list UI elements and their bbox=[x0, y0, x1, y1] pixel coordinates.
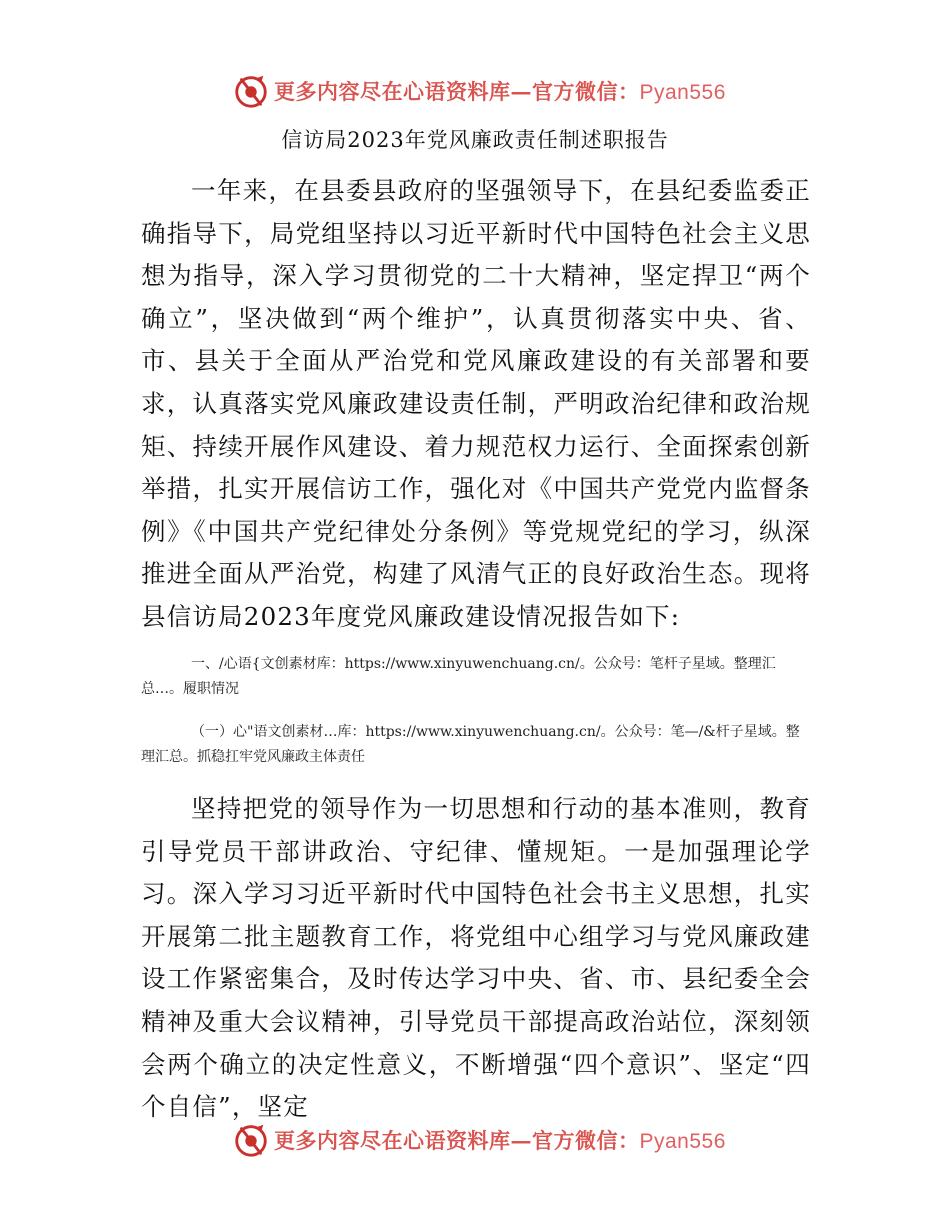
section-heading-1: 一、/心语{文创素材库：https://www.xinyuwenchuang.cn/。公众号：笔杆子星域。整理汇总…。履职情况 bbox=[141, 656, 776, 697]
banner-wechat-id: Pyan556 bbox=[639, 1130, 726, 1153]
footer-banner bbox=[232, 1120, 726, 1160]
banner-slogan: 更多内容尽在心语资料库—官方微信： bbox=[274, 1128, 640, 1153]
header-banner bbox=[232, 71, 726, 111]
banner-slogan: 更多内容尽在心语资料库—官方微信： bbox=[274, 79, 640, 104]
banner-text bbox=[274, 1125, 726, 1155]
banner-wechat-id: Pyan556 bbox=[639, 81, 726, 104]
body-paragraph: 坚持把党的领导作为一切思想和行动的基本准则，教育引导党员干部讲政治、守纪律、懂规矩。一是加强理论学习。深入学习习近平新时代中国特色社会书主义思想，扎实开展第二批主题教育工作，将党组中心组学习与党风廉政建设工作紧密集合，及时传达学习中央、省、市、县纪委全会精神及重大会议精神，引导党员干部提高政治站位，深刻领会两个确立的决定性意义，不断增强“四个意识”、坚定“四个自信”，坚定 bbox=[141, 794, 811, 1122]
section-heading-1-1: （一）心"语文创素材…库：https://www.xinyuwenchuang.cn/。公众号：笔—/&杆子星域。整理汇总。抓稳扛牢党风廉政主体责任 bbox=[141, 724, 800, 765]
brand-logo-icon bbox=[232, 72, 270, 110]
banner-text bbox=[274, 76, 726, 106]
brand-logo-icon bbox=[232, 1121, 270, 1159]
intro-paragraph: 一年来，在县委县政府的坚强领导下，在县纪委监委正确指导下，局党组坚持以习近平新时代中国特色社会主义思想为指导，深入学习贯彻党的二十大精神，坚定捍卫“两个确立”，坚决做到“两个维护”，认真贯彻落实中央、省、市、县关于全面从严治党和党风廉政建设的有关部署和要求，认真落实党风廉政建设责任制，严明政治纪律和政治规矩、持续开展作风建设、着力规范权力运行、全面探索创新举措，扎实开展信访工作，强化对《中国共产党党内监督条例》《中国共产党纪律处分条例》等党规党纪的学习，纵深推进全面从严治党，构建了风清气正的良好政治生态。现将县信访局2023年度党风廉政建设情况报告如下: bbox=[141, 176, 811, 631]
document-title: 信访局2023年党风廉政责任制述职报告 bbox=[281, 128, 669, 152]
